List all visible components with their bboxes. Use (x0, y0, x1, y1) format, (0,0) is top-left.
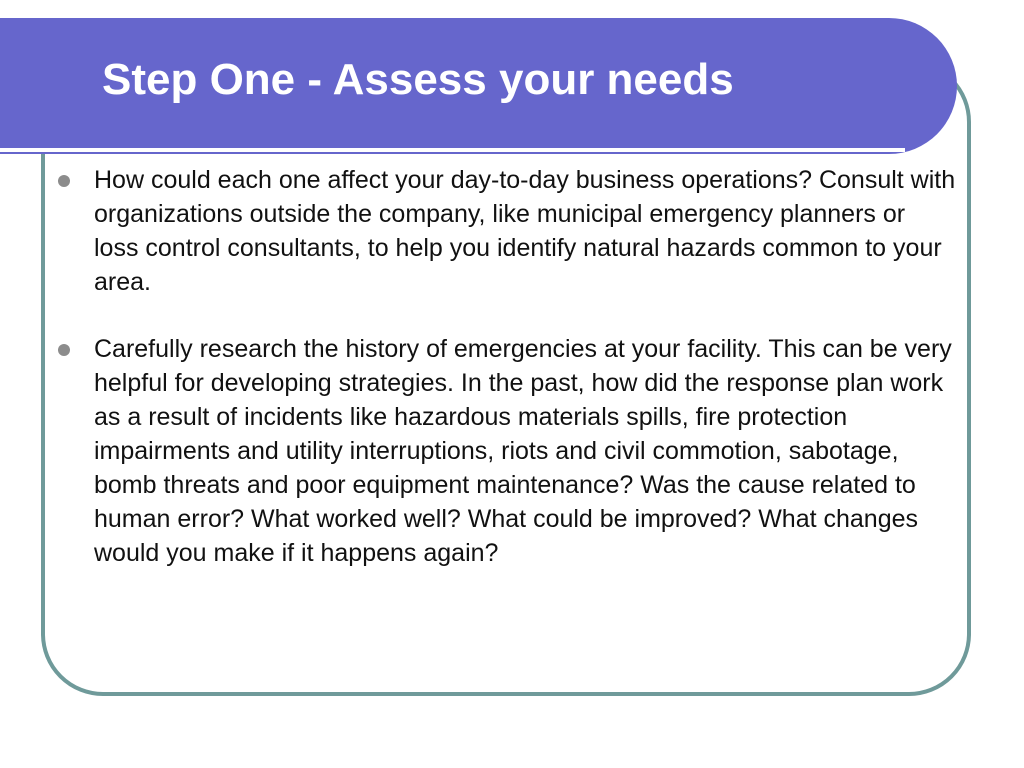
bullet-text: How could each one affect your day-to-day business operations? Consult with organizations outside the company, like municipal emergency planners or loss control consultants, to help you identify natural hazards common to your area. (94, 166, 956, 296)
bullet-dot-icon (58, 175, 70, 187)
slide-title: Step One - Assess your needs (102, 55, 734, 104)
bullet-list (56, 163, 956, 603)
bullet-item (56, 332, 956, 570)
bullet-dot-icon (58, 344, 70, 356)
bullet-text: Carefully research the history of emergencies at your facility. This can be very helpful for developing strategies. In the past, how did the response plan work as a result of incidents like hazardous materials spills, fire protection impairments and utility interruptions, riots and civil commotion, sabotage, bomb threats and poor equipment maintenance? Was the cause related to human error? What worked well? What could be improved? What changes would you make if it happens again? (94, 335, 952, 567)
bullet-item (56, 163, 956, 299)
title-underline (0, 148, 905, 152)
